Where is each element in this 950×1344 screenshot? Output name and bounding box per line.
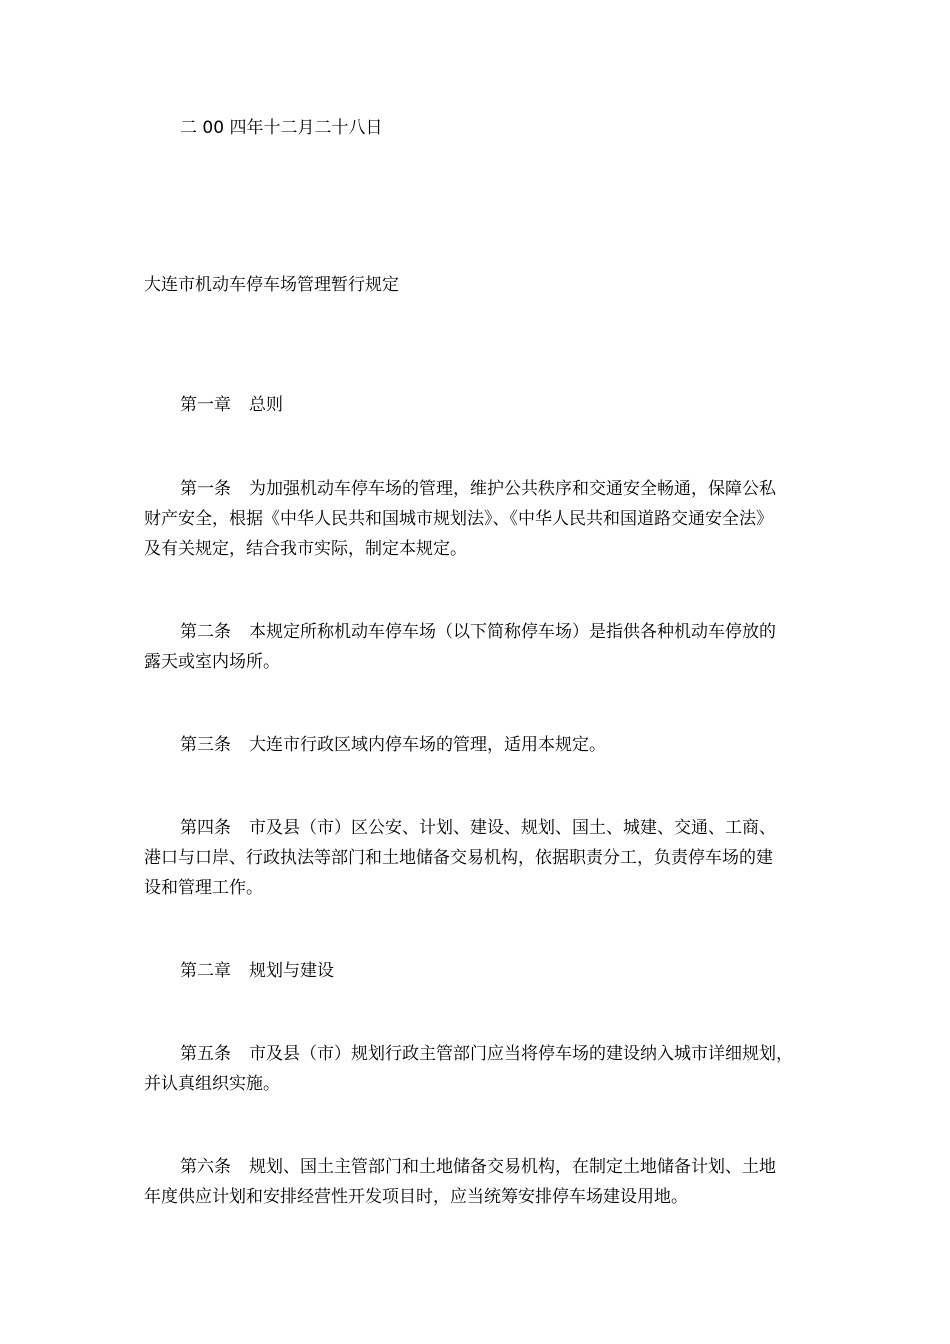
article-label: 第二条	[180, 622, 231, 642]
article-text-line: 及有关规定，结合我市实际，制定本规定。	[144, 539, 467, 559]
article-label: 第五条	[180, 1044, 231, 1064]
article-text: 市及县（市）规划行政主管部门应当将停车场的建设纳入城市详细规划，	[249, 1044, 793, 1064]
article-label: 第三条	[180, 735, 231, 755]
article-first-line	[180, 735, 606, 755]
chapter-heading-1	[180, 395, 283, 415]
article-text: 市及县（市）区公安、计划、建设、规划、国土、城建、交通、工商、	[249, 818, 776, 838]
article-text: 为加强机动车停车场的管理，维护公共秩序和交通安全畅通，保障公私	[249, 479, 776, 499]
chapter-name: 总则	[249, 395, 283, 415]
article-label: 第一条	[180, 479, 231, 499]
article-text: 规划、国土主管部门和土地储备交易机构，在制定土地储备计划、土地	[249, 1157, 776, 1177]
document-title: 大连市机动车停车场管理暂行规定	[144, 275, 399, 295]
article-text-line: 露天或室内场所。	[144, 652, 280, 672]
chapter-label: 第一章	[180, 395, 231, 415]
article-text-line: 并认真组织实施。	[144, 1074, 280, 1094]
article-label: 第六条	[180, 1157, 231, 1177]
article-text-line: 年度供应计划和安排经营性开发项目时，应当统筹安排停车场建设用地。	[144, 1187, 688, 1207]
article-first-line	[180, 1157, 776, 1177]
article-first-line	[180, 622, 776, 642]
document-date: 二 00 四年十二月二十八日	[180, 118, 383, 138]
chapter-heading-2	[180, 961, 334, 981]
article-text-line: 港口与口岸、行政执法等部门和土地储备交易机构，依据职责分工，负责停车场的建	[144, 848, 773, 868]
article-text: 本规定所称机动车停车场（以下简称停车场）是指供各种机动车停放的	[249, 622, 776, 642]
article-label: 第四条	[180, 818, 231, 838]
article-first-line	[180, 479, 776, 499]
chapter-label: 第二章	[180, 961, 231, 981]
article-first-line	[180, 1044, 793, 1064]
article-first-line	[180, 818, 776, 838]
article-text-line: 设和管理工作。	[144, 878, 263, 898]
chapter-name: 规划与建设	[249, 961, 334, 981]
article-text-line: 财产安全，根据《中华人民共和国城市规划法》、《中华人民共和国道路交通安全法》	[144, 509, 773, 529]
article-text: 大连市行政区域内停车场的管理，适用本规定。	[249, 735, 606, 755]
